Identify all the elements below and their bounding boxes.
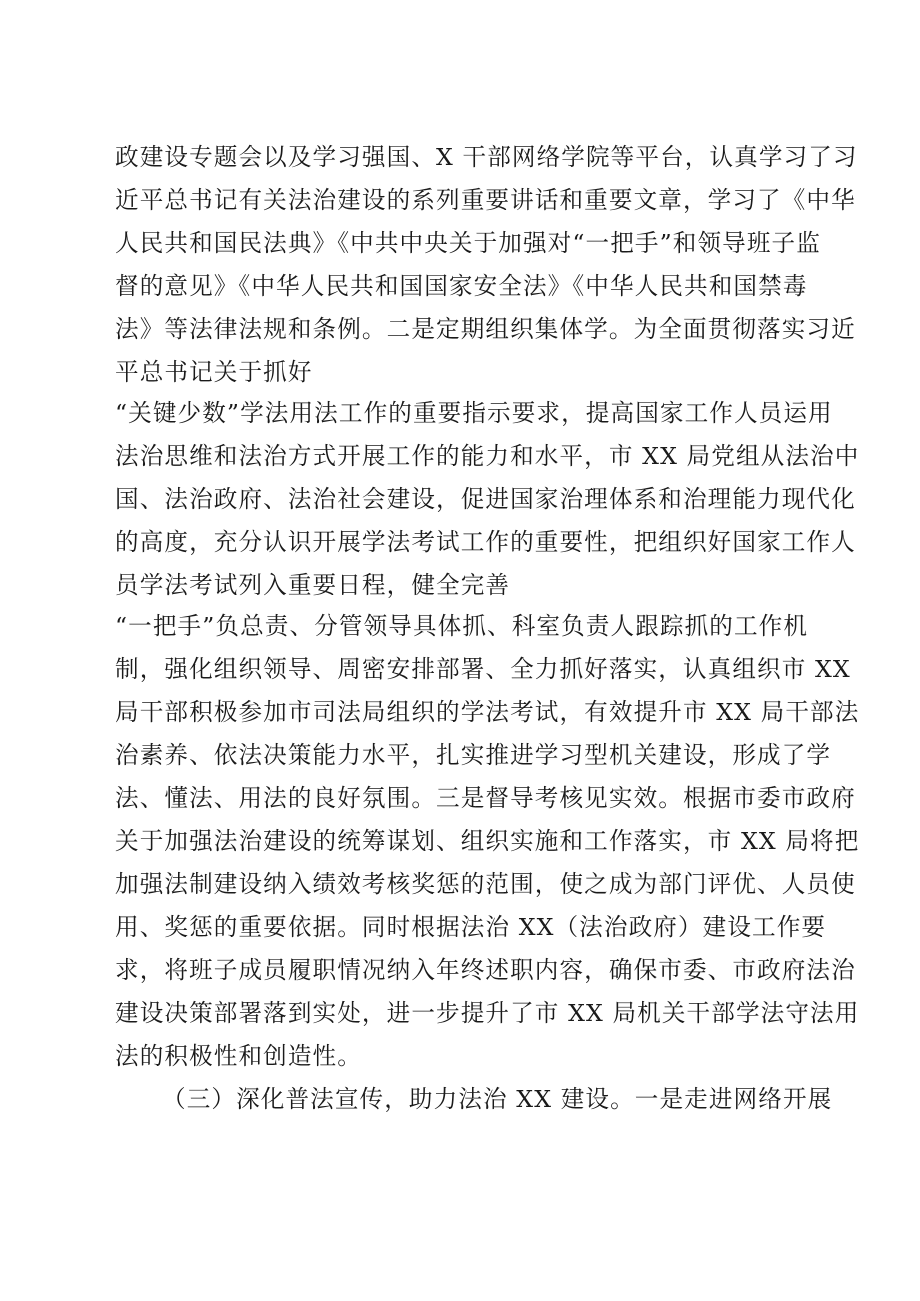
text-line: 政建设专题会以及学习强国、X 干部网络学院等平台，认真学习了习 xyxy=(115,143,858,171)
text-line: 近平总书记有关法治建设的系列重要讲话和重要文章，学习了《中华 xyxy=(115,186,856,214)
text-line: 督的意见》《中华人民共和国国家安全法》《中华人民共和国禁毒 xyxy=(115,272,808,300)
section-heading-line: （三）深化普法宣传，助力法治 XX 建设。一是走进网络开展 xyxy=(162,1085,833,1113)
text-line: 员学法考试列入重要日程，健全完善 xyxy=(115,571,511,599)
text-line: “关键少数”学法用法工作的重要指示要求，提高国家工作人员运用 xyxy=(115,399,833,427)
text-line: 建设决策部署落到实处，进一步提升了市 XX 局机关干部学法守法用 xyxy=(115,999,860,1027)
text-line: 法》等法律法规和条例。二是定期组织集体学。为全面贯彻落实习近 xyxy=(115,315,856,343)
text-line: 用、奖惩的重要依据。同时根据法治 XX（法治政府）建设工作要 xyxy=(115,913,827,941)
text-line: 人民共和国民法典》《中共中央关于加强对“一把手”和领导班子监 xyxy=(115,229,821,257)
text-line: “一把手”负总责、分管领导具体抓、科室负责人跟踪抓的工作机 xyxy=(115,612,809,640)
text-line: 法的积极性和创造性。 xyxy=(115,1042,362,1070)
text-line: 法、懂法、用法的良好氛围。三是督导考核见实效。根据市委市政府 xyxy=(115,784,856,812)
text-line: 平总书记关于抓好 xyxy=(115,358,313,386)
text-line: 的高度，充分认识开展学法考试工作的重要性，把组织好国家工作人 xyxy=(115,528,856,556)
text-line: 制，强化组织领导、周密安排部署、全力抓好落实，认真组织市 XX xyxy=(115,655,851,683)
text-line: 关于加强法治建设的统筹谋划、组织实施和工作落实，市 XX 局将把 xyxy=(115,827,860,855)
text-line: 加强法制建设纳入绩效考核奖惩的范围，使之成为部门评优、人员使 xyxy=(115,870,856,898)
text-line: 治素养、依法决策能力水平，扎实推进学习型机关建设，形成了学 xyxy=(115,741,832,769)
text-line: 法治思维和法治方式开展工作的能力和水平，市 XX 局党组从法治中 xyxy=(115,442,860,470)
text-line: 国、法治政府、法治社会建设，促进国家治理体系和治理能力现代化 xyxy=(115,485,856,513)
text-line: 求，将班子成员履职情况纳入年终述职内容，确保市委、市政府法治 xyxy=(115,956,856,984)
text-line: 局干部积极参加市司法局组织的学法考试，有效提升市 XX 局干部法 xyxy=(115,698,860,726)
